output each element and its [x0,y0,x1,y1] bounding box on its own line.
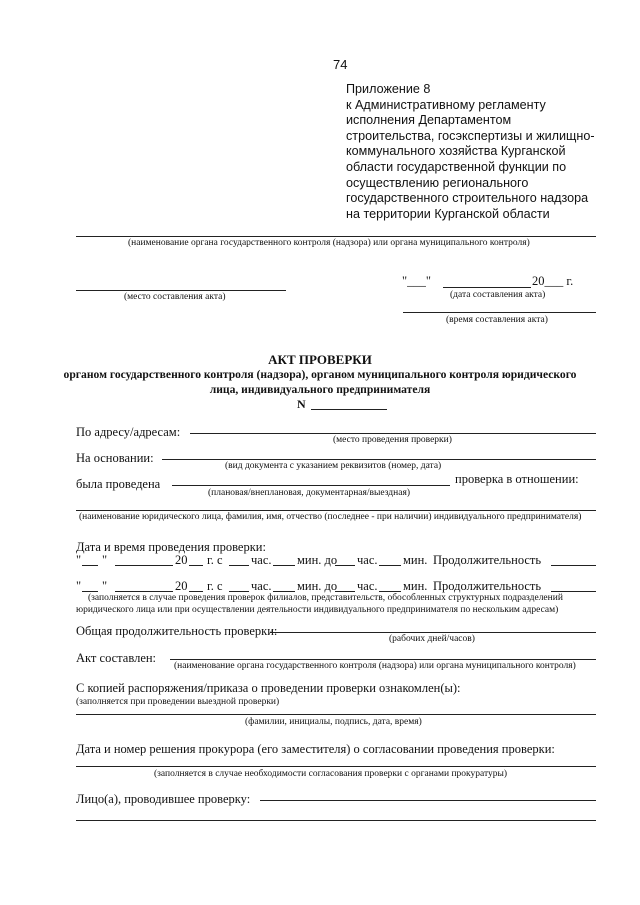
row2-20: 20 [175,579,188,593]
appendix-line: области государственной функции по [346,159,567,174]
appendix-line: строительства, госэкспертизы и жилищно- [346,128,595,143]
prosecutor-line [76,766,596,767]
row2-month-line [115,591,173,592]
time-caption: (время составления акта) [446,315,548,325]
row2-g-s: г. с [207,579,223,593]
prosecutor-caption: (заполняется в случае необходимости согласования проверки с органами прокуратуры) [154,769,508,779]
row1-chas2: час. [357,553,378,567]
act-title: АКТ ПРОВЕРКИ [268,352,372,367]
row1-duration-line [551,565,596,566]
appendix-line: осуществлению регионального [346,175,529,190]
date-year: 20___ г. [532,274,574,288]
appendix-line: коммунального хозяйства Курганской [346,144,566,159]
date-caption: (дата составления акта) [450,290,546,300]
row1-min-do: мин. до [297,553,338,567]
address-line [190,433,596,434]
row1-day-line [82,565,98,566]
inspector-line [260,800,596,801]
act-subtitle: органом государственного контроля (надзора), органом муниципального контроля юридического [63,368,577,381]
row1-hour-line [229,565,249,566]
entity-line [76,510,596,511]
act-number-label: N [297,397,306,411]
address-label: По адресу/адресам: [76,425,181,439]
row1-quote-open: " [76,553,82,567]
appendix-line: Приложение 8 [346,82,431,96]
row2-hour2-line [335,591,355,592]
basis-caption: (вид документа с указанием реквизитов (номер, дата) [225,461,442,471]
row1-20: 20 [175,553,188,567]
row2-duration-line [551,591,596,592]
row1-min2-line [379,565,401,566]
act-by-line [170,659,596,660]
copy-label: С копией распоряжения/приказа о проведении проверки ознакомлен(ы): [76,681,461,695]
fill-caption: юридического лица или при осуществлении деятельности индивидуального предпринимателя по нескольким адресам) [76,605,559,615]
workdays-caption: (рабочих дней/часов) [389,634,475,644]
appendix-line: на территории Курганской области [346,206,550,221]
row2-year-line [189,591,203,592]
act-number-line [311,409,387,410]
row2-duration-label: Продолжительность [433,579,542,593]
row2-min-line [273,591,295,592]
prosecutor-label: Дата и номер решения прокурора (его заместителя) о согласовании проведения проверки: [76,742,555,756]
org-name-caption: (наименование органа государственного контроля (надзора) или органа муниципального контроля) [128,238,530,248]
inspector-label: Лицо(а), проводившее проверку: [76,792,251,806]
row2-min2-line [379,591,401,592]
total-duration-line [270,632,596,633]
appendix-line: исполнения Департаментом [346,113,512,128]
row2-quote-close: " [102,579,108,593]
row2-hour-line [229,591,249,592]
signature-caption: (фамилии, инициалы, подпись, дата, время) [245,717,422,727]
org-name-line [76,236,596,237]
row2-chas2: час. [357,579,378,593]
appendix-line: государственного строительного надзора [346,191,589,206]
row1-year-line [189,565,203,566]
row1-quote-close: " [102,553,108,567]
appendix-block [346,82,626,222]
time-line [403,312,596,313]
place-caption: (место составления акта) [124,292,226,302]
conducted-label: была проведена [76,477,161,491]
datetime-label: Дата и время проведения проверки: [76,540,266,554]
appendix-line: к Административному регламенту [346,97,546,112]
row2-min: мин. [403,579,428,593]
row1-g-s: г. с [207,553,223,567]
type-caption: (плановая/внеплановая, документарная/выездная) [208,488,410,498]
act-subtitle: лица, индивидуального предпринимателя [209,383,431,396]
fill-caption: (заполняется в случае проведения проверок филиалов, представительств, обособленных структурных подразделений [88,593,563,603]
against-label: проверка в отношении: [455,472,579,486]
onsite-caption: (заполняется при проведении выездной проверки) [76,697,280,707]
conducted-line [172,485,450,486]
place-line [76,290,286,291]
date-month-line [443,287,531,288]
row1-month-line [115,565,173,566]
basis-line [162,459,596,460]
page-number: 74 [333,57,348,72]
inspector-line-2 [76,820,596,821]
act-by-caption: (наименование органа государственного контроля (надзора) или органа муниципального контроля) [174,661,576,671]
row2-min-do: мин. до [297,579,338,593]
basis-label: На основании: [76,451,154,465]
row2-chas: час. [251,579,272,593]
act-by-label: Акт составлен: [76,651,157,665]
entity-caption: (наименование юридического лица, фамилия, имя, отчество (последнее - при наличии) индивидуального предпринимателя) [79,512,582,522]
row2-day-line [82,591,98,592]
total-duration-label: Общая продолжительность проверки: [76,624,278,638]
row1-chas: час. [251,553,272,567]
row1-duration-label: Продолжительность [433,553,542,567]
row1-min: мин. [403,553,428,567]
row2-quote-open: " [76,579,82,593]
row1-min-line [273,565,295,566]
date-quotes: "___" [402,274,431,288]
address-caption: (место проведения проверки) [333,435,452,445]
signature-line [76,714,596,715]
row1-hour2-line [335,565,355,566]
